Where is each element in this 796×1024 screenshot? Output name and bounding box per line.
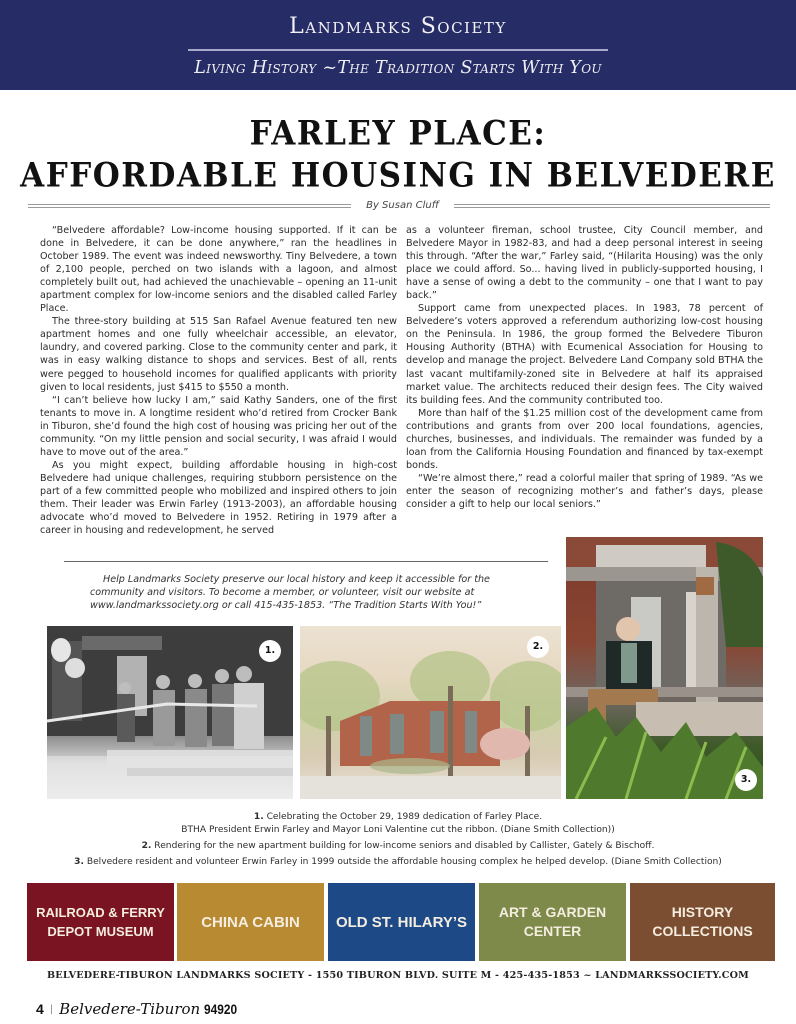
tile-history-collections[interactable] [630, 883, 775, 961]
building-rendering-illustration [300, 626, 561, 799]
promo-line: community and visitors. To become a member, or volunteer, visit our website at [90, 586, 475, 598]
tile-label: CENTER [523, 923, 582, 939]
byline: By Susan Cluff [366, 200, 439, 211]
caption-3 [0, 857, 796, 867]
ribbon-cutting-illustration [47, 626, 293, 799]
byline-rule-left [28, 204, 351, 208]
tile-label: CHINA CABIN [201, 913, 300, 931]
photo-erwin-farley [566, 537, 763, 799]
caption-2 [0, 841, 796, 851]
tile-label: OLD ST. HILARY’S [335, 913, 468, 931]
caption-text: Belvedere resident and volunteer Erwin Farley in 1999 outside the affordable housing complex he helped develop. (Diane Smith Collection) [83, 857, 722, 867]
paragraph: More than half of the $1.25 million cost of the development came from contributions and grants from over 200 local foundations, agencies, churches, businesses, and individuals. The remainder was funded by a loan from the California Housing Foundation and financed by tax-exempt bonds. [406, 407, 763, 471]
caption-number: 3. [74, 857, 84, 867]
photo-number-badge: 1. [259, 640, 281, 662]
byline-rule-right [454, 204, 770, 208]
publication-zip: 94920 [204, 1001, 238, 1017]
paragraph: As you might expect, building affordable housing in high-cost Belvedere had unique challenges, requiring stubborn persistence on the part of a few committed people who mobilized and inspired others to join them. Their leader was Erwin Farley (1913-2003), an affordable housing advocate who’d moved to Belvedere in 1952. Retiring in 1979 after a career in housing and redevelopment, he served [40, 459, 397, 537]
title-line-1: FARLEY PLACE: [249, 114, 547, 153]
erwin-farley-illustration [566, 537, 763, 799]
society-name: Landmarks Society [289, 14, 507, 39]
paragraph: The three-story building at 515 San Rafael Avenue featured ten new apartment homes and one fully wheelchair accessible, an elevator, laundry, and covered parking. Close to the community center and park, it was in easy walking distance to shops and services. Best of all, rents were pegged to household incomes for qualified applicants with priority given to local residents, just $415 to $550 a month. [40, 316, 397, 393]
tile-label: RAILROAD & FERRY [36, 905, 165, 920]
caption-text: Rendering for the new apartment building for low-income seniors and disabled by Callister, Gately & Bischoff. [151, 841, 655, 851]
tile-art-garden-center[interactable] [479, 883, 626, 961]
masthead-rule [188, 49, 608, 51]
photo-ribbon-cutting [47, 626, 293, 799]
paragraph: “We’re almost there,” read a colorful mailer that spring of 1989. “As we enter the season of recognizing mother’s and father’s days, please consider a gift to help our local seniors.” [406, 472, 763, 510]
promo-line: Help Landmarks Society preserve our local history and keep it accessible for the [103, 574, 490, 585]
caption-number: 1. [253, 812, 264, 822]
folio-separator: | [49, 1004, 54, 1015]
tile-label: HISTORY [671, 904, 734, 920]
paragraph: “I can’t believe how lucky I am,” said Kathy Sanders, one of the first tenants to move in. A longtime resident who’d retired from Crocker Bank in Tiburon, she’d found the high cost of housing was pricing her out of the community. “On my little pension and social security, I was afraid I would have to move out of the area.” [40, 394, 397, 458]
paragraph-continuation: as a volunteer fireman, school trustee, City Council member, and Belvedere Mayor in 1982-83, and had a deep personal interest in seeing this through. “After the war,” Farley said, “(Hilarita Housing) was the only place we could afford. So... having lived in publicly-supported housing, I have a sense of owing a debt to the community – one that I want to pay back.” [406, 225, 763, 302]
article-column-right [406, 224, 763, 511]
caption-1-continued: BTHA President Erwin Farley and Mayor Loni Valentine cut the ribbon. (Diane Smith Collection)) [181, 825, 615, 835]
tile-label: COLLECTIONS [652, 923, 753, 939]
photo-number-badge: 2. [527, 636, 549, 658]
caption-1 [0, 812, 796, 822]
tile-old-st-hilarys[interactable] [328, 883, 475, 961]
paragraph: “Belvedere affordable? Low-income housing supported. If it can be done in Belvedere, it can be done anywhere,” ran the headlines in October 1989. The event was indeed newsworthy. Tiny Belvedere, a town of 2,100 people, perched on two islands with a lagoon, and almost completely built out, had achieved the unachievable – opening an 11-unit apartment complex for low-income seniors and the disabled called Farley Place. [40, 225, 397, 315]
publication-name: Belvedere-Tiburon [59, 1000, 201, 1018]
byline-row [28, 200, 770, 214]
article-title [0, 113, 796, 197]
section-divider [64, 561, 548, 562]
masthead-tagline: Living History ~The Tradition Starts With You [194, 58, 602, 78]
membership-promo [90, 574, 530, 612]
masthead [0, 0, 796, 90]
title-line-2: AFFORDABLE HOUSING IN BELVEDERE [20, 156, 776, 196]
caption-text: Celebrating the October 29, 1989 dedication of Farley Place. [263, 812, 543, 822]
page-number: 4 [36, 1001, 44, 1017]
society-address: BELVEDERE-TIBURON LANDMARKS SOCIETY - 1550 TIBURON BLVD. SUITE M - 425-435-1853 ~ LANDMARKSSOCIETY.COM [47, 970, 749, 981]
article-column-left [40, 224, 397, 537]
page-folio [36, 1000, 243, 1018]
photo-building-rendering [300, 626, 561, 799]
caption-number: 2. [141, 841, 152, 851]
promo-line: www.landmarkssociety.org or call 415-435-1853. “The Tradition Starts With You!” [90, 599, 482, 611]
tile-label: DEPOT MUSEUM [47, 924, 154, 939]
tile-china-cabin[interactable] [177, 883, 324, 961]
paragraph: Support came from unexpected places. In 1983, 78 percent of Belvedere’s voters approved a referendum authorizing low-cost housing on the Peninsula. In 1986, the group formed the Belvedere Tiburon Housing Authority (BTHA) with Ecumenical Association for Housing to develop and manage the project. Belvedere Land Company sold BTHA the last vacant multifamily-zoned site in Belvedere at half its appraised market value. The architects reduced their design fees. The City waived its building fees. And the community contributed too. [406, 303, 763, 406]
tile-railroad-ferry-depot[interactable] [27, 883, 174, 961]
tile-label: ART & GARDEN [498, 904, 607, 920]
photo-number-badge: 3. [735, 769, 757, 791]
site-tiles [27, 883, 775, 961]
